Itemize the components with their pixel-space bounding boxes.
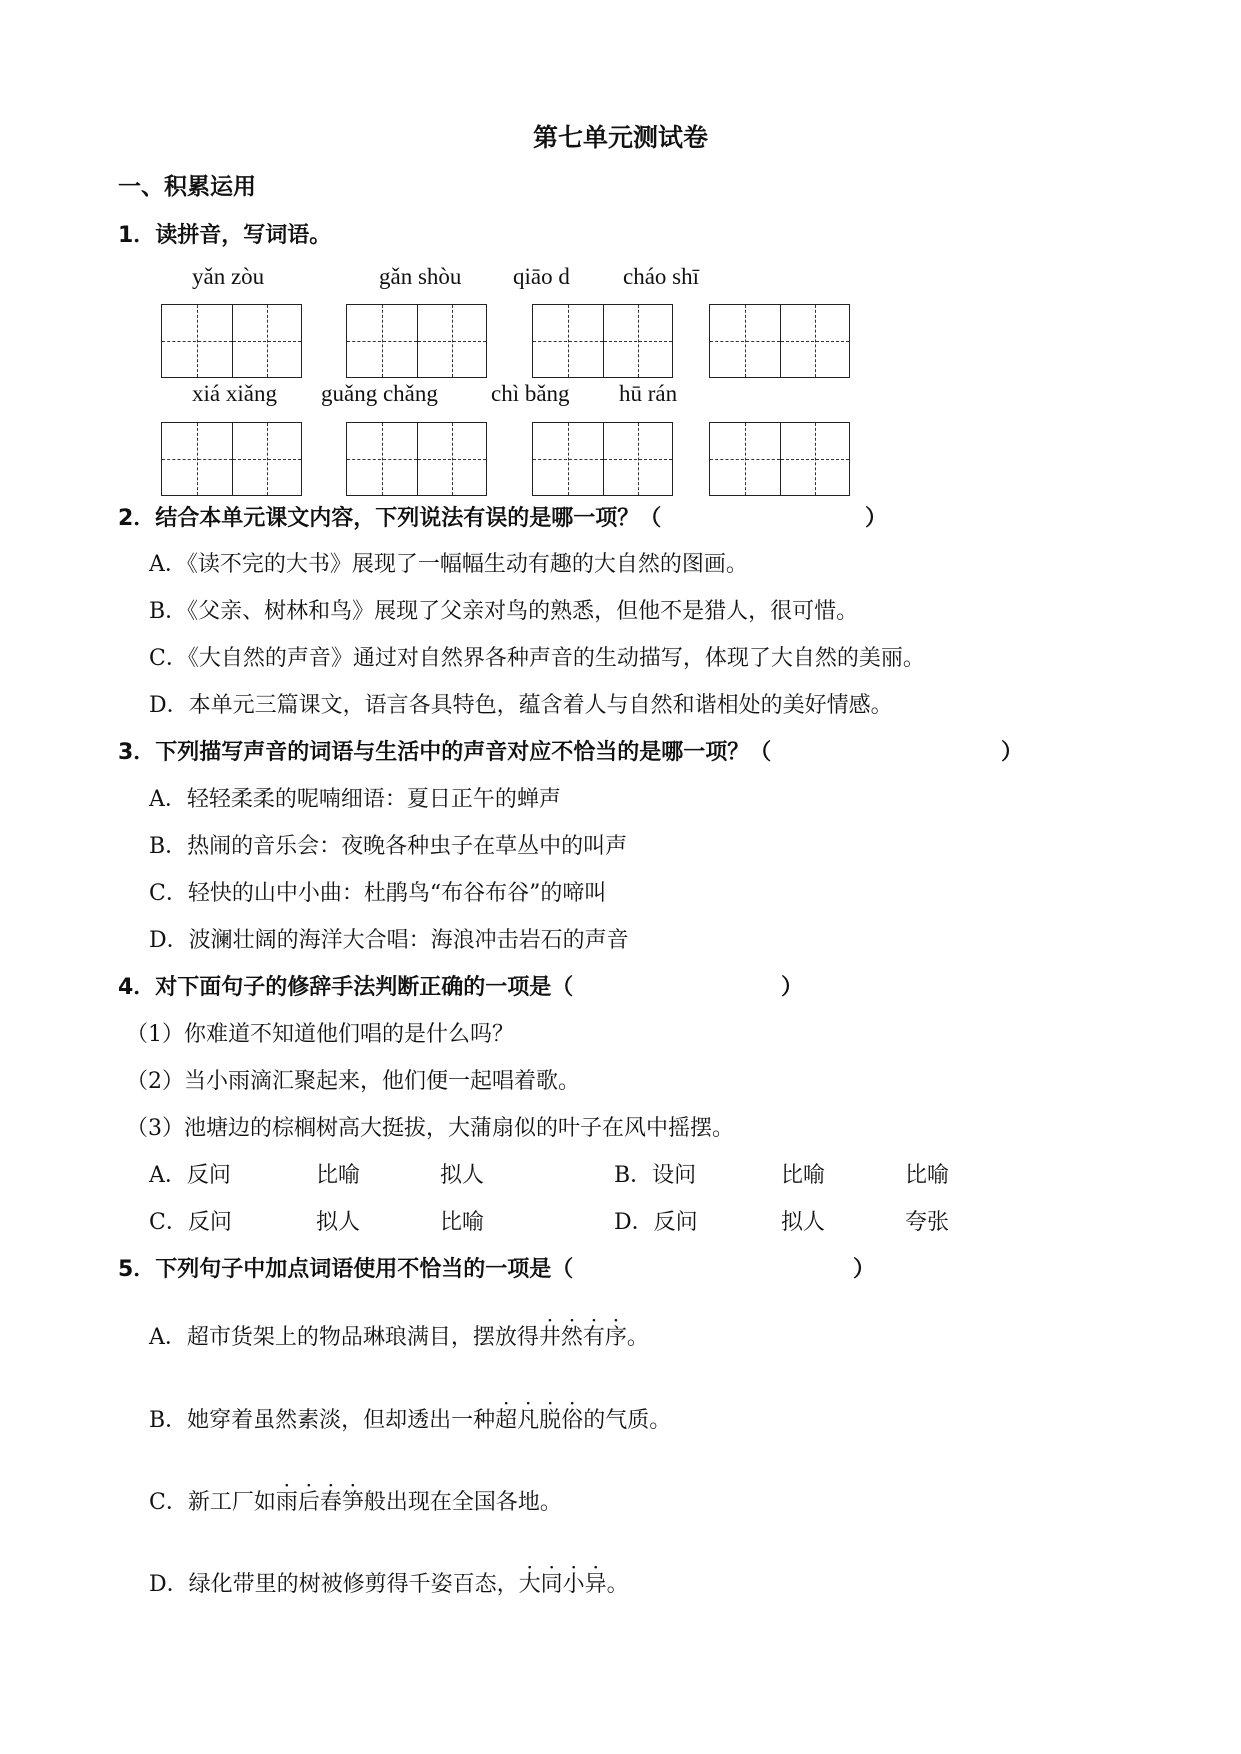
writing-grid-7[interactable]	[532, 422, 673, 496]
q3-option-b: B．热闹的音乐会：夜晚各种虫子在草丛中的叫声	[149, 834, 628, 859]
q3-option-a: A．轻轻柔柔的呢喃细语：夏日正午的蝉声	[149, 787, 561, 812]
question-5-label: 5．下列句子中加点词语使用不恰当的一项是（	[118, 1257, 574, 1282]
q5-option-c: C．新工厂如 · · · · 雨后春笋般出现在全国各地。	[149, 1478, 562, 1515]
pinyin-3: qiāo d	[513, 264, 570, 289]
pinyin-2: gǎn shòu	[379, 264, 462, 289]
q3-option-c: C．轻快的山中小曲：杜鹃鸟“布谷布谷”的啼叫	[149, 881, 607, 906]
pinyin-6: guǎng chǎng	[321, 381, 438, 406]
q5-option-d-text: D．绿化带里的树被修剪得千姿百态，	[149, 1572, 519, 1597]
q4-sentence-2: （2）当小雨滴汇聚起来，他们便一起唱着歌。	[126, 1069, 580, 1094]
q4-sentence-1: （1）你难道不知道他们唱的是什么吗？	[126, 1022, 514, 1047]
q4-choice-d-2: 拟人	[781, 1210, 826, 1235]
writing-grid-1[interactable]	[161, 304, 302, 378]
q4-choice-b-2: 比喻	[781, 1163, 826, 1188]
q4-choice-c-2: 拟人	[316, 1210, 361, 1235]
question-4-paren-close: ）	[781, 975, 804, 1000]
writing-grid-5[interactable]	[161, 422, 302, 496]
writing-grid-3[interactable]	[532, 304, 673, 378]
writing-grid-4[interactable]	[709, 304, 850, 378]
q4-choice-a-2: 比喻	[316, 1163, 361, 1188]
question-3-label: 3．下列描写声音的词语与生活中的声音对应不恰当的是哪一项？（	[118, 740, 772, 765]
q4-choice-b-1: B．设问	[614, 1163, 697, 1188]
q5-option-a: A．超市货架上的物品琳琅满目，摆放得 · · · · 井然有序。	[149, 1313, 649, 1350]
pinyin-7: chì bǎng	[491, 381, 570, 406]
q4-choice-c-3: 比喻	[440, 1210, 485, 1235]
q5-option-c-dotted-word: · · · · 雨后春笋	[275, 1478, 364, 1515]
q4-choice-b-3: 比喻	[905, 1163, 950, 1188]
emphasis-dots: · · · ·	[547, 1313, 619, 1329]
q4-choice-a-1: A．反问	[149, 1163, 231, 1188]
q4-choice-a-3: 拟人	[440, 1163, 485, 1188]
writing-grid-8[interactable]	[709, 422, 850, 496]
emphasis-dots: · · · ·	[503, 1396, 575, 1412]
q5-option-d: D．绿化带里的树被修剪得千姿百态， · · · · 大同小异。	[149, 1560, 629, 1597]
q5-option-c-text: C．新工厂如	[149, 1490, 276, 1515]
q5-option-b-dotted-word: · · · · 超凡脱俗	[495, 1396, 584, 1433]
question-2-paren-close: ）	[865, 506, 888, 531]
writing-grid-6[interactable]	[346, 422, 487, 496]
page-title: 第七单元测试卷	[532, 123, 708, 152]
section-heading: 一、积累运用	[118, 174, 256, 200]
pinyin-1: yǎn zòu	[192, 264, 265, 289]
question-5-paren-close: ）	[853, 1257, 876, 1282]
q5-option-a-text: A．超市货架上的物品琳琅满目，摆放得	[149, 1325, 539, 1350]
q2-option-c: C．《大自然的声音》通过对自然界各种声音的生动描写，体现了大自然的美丽。	[149, 646, 925, 671]
q5-option-a-dotted-word: · · · · 井然有序	[538, 1313, 627, 1350]
q2-option-d: D．本单元三篇课文，语言各具特色，蕴含着人与自然和谐相处的美好情感。	[149, 693, 893, 718]
question-3-paren-close: ）	[1001, 740, 1024, 765]
question-2-label: 2．结合本单元课文内容，下列说法有误的是哪一项？（	[118, 506, 662, 531]
q4-choice-d-3: 夸张	[905, 1210, 950, 1235]
q3-option-d: D．波澜壮阔的海洋大合唱：海浪冲击岩石的声音	[149, 928, 629, 953]
pinyin-5: xiá xiǎng	[192, 381, 277, 406]
q4-sentence-3: （3）池塘边的棕榈树高大挺拔，大蒲扇似的叶子在风中摇摆。	[126, 1116, 734, 1141]
emphasis-dots: · · · ·	[527, 1560, 599, 1576]
q4-choice-d-1: D．反问	[614, 1210, 698, 1235]
pinyin-8: hū rán	[619, 381, 678, 406]
q2-option-a: A．《读不完的大书》展现了一幅幅生动有趣的大自然的图画。	[149, 552, 748, 577]
q5-option-d-dotted-word: · · · · 大同小异	[518, 1560, 607, 1597]
pinyin-4: cháo shī	[623, 264, 700, 289]
q2-option-b: B．《父亲、树林和鸟》展现了父亲对鸟的熟悉，但他不是猎人，很可惜。	[149, 599, 859, 624]
q4-choice-c-1: C．反问	[149, 1210, 232, 1235]
q5-option-b-text: B．她穿着虽然素淡，但却透出一种	[149, 1408, 496, 1433]
writing-grid-2[interactable]	[346, 304, 487, 378]
q5-option-b: B．她穿着虽然素淡，但却透出一种 · · · · 超凡脱俗的气质。	[149, 1396, 672, 1433]
question-4-label: 4．对下面句子的修辞手法判断正确的一项是（	[118, 975, 574, 1000]
emphasis-dots: · · · ·	[284, 1478, 356, 1494]
question-1-label: 1．读拼音，写词语。	[118, 223, 332, 248]
